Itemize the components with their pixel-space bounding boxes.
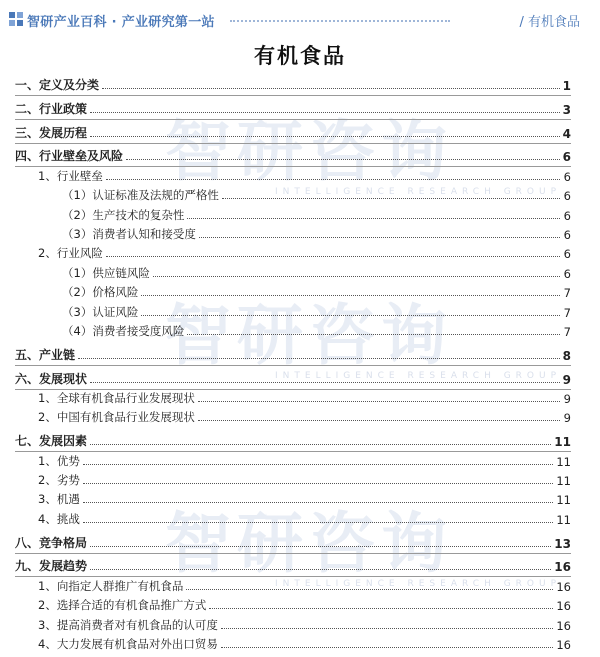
toc-entry[interactable] [15, 145, 571, 164]
toc-entry-label: 八、竞争格局 [15, 535, 88, 550]
toc-entry[interactable] [15, 532, 571, 551]
toc-leader-dots [199, 237, 560, 238]
toc-leader-dots [198, 401, 560, 402]
toc-entry-page: 11 [556, 512, 571, 527]
toc-entry-page: 7 [563, 286, 571, 301]
toc-leader-dots [141, 315, 560, 316]
toc-entry[interactable] [62, 223, 571, 242]
section-divider [15, 365, 571, 366]
toc-entry[interactable] [38, 488, 571, 507]
toc-entry-page: 7 [563, 305, 571, 320]
toc-leader-dots [141, 295, 560, 296]
toc-entry-label: 2、选择合适的有机食品推广方式 [38, 598, 207, 613]
toc-leader-dots [90, 112, 560, 113]
toc-leader-dots [90, 546, 551, 547]
brand-logo-icon [8, 11, 24, 27]
toc-leader-dots [90, 382, 560, 383]
toc-entry[interactable] [38, 633, 571, 652]
toc-entry-page: 4 [562, 126, 571, 141]
toc-entry[interactable] [38, 614, 571, 633]
toc-entry-page: 16 [556, 618, 571, 633]
toc-entry[interactable] [62, 204, 571, 223]
section-divider [15, 143, 571, 144]
toc-entry[interactable] [15, 368, 571, 387]
toc-leader-dots [221, 628, 554, 629]
toc-entry-page: 11 [556, 493, 571, 508]
toc-entry-label: （2）价格风险 [62, 285, 139, 300]
header-divider [230, 20, 450, 22]
toc-entry-page: 6 [563, 169, 571, 184]
toc-leader-dots [187, 218, 560, 219]
toc-entry[interactable] [62, 281, 571, 300]
toc-leader-dots [83, 483, 554, 484]
toc-entry-label: 1、行业壁垒 [38, 168, 103, 183]
toc-entry-page: 11 [554, 435, 571, 450]
toc-leader-dots [102, 88, 560, 89]
toc-entry-page: 6 [563, 189, 571, 204]
section-divider [15, 119, 571, 120]
watermark-subtext: INTELLIGENCE RESEARCH GROUP [275, 371, 562, 381]
toc-entry-label: 六、发展现状 [15, 371, 88, 386]
toc-entry-label: 一、定义及分类 [15, 78, 100, 92]
toc-leader-dots [83, 464, 554, 465]
toc-entry-page: 11 [556, 454, 571, 469]
toc-entry-page: 9 [562, 372, 571, 387]
toc-leader-dots [198, 420, 560, 421]
toc-leader-dots [90, 444, 551, 445]
toc-entry-page: 16 [556, 638, 571, 652]
toc-entry[interactable] [38, 450, 571, 469]
toc-leader-dots [221, 647, 554, 648]
toc-leader-dots [209, 608, 553, 609]
toc-entry-label: 4、挑战 [38, 511, 80, 526]
toc-entry-page: 8 [562, 348, 571, 363]
toc-entry-page: 7 [563, 325, 571, 339]
watermark-subtext: INTELLIGENCE RESEARCH GROUP [275, 187, 562, 197]
toc-entry-page: 3 [562, 102, 571, 117]
toc-entry-page: 9 [563, 411, 571, 426]
toc-entry[interactable] [38, 469, 571, 488]
toc-entry-label: 2、中国有机食品行业发展现状 [38, 410, 195, 425]
toc-entry-page: 16 [554, 560, 571, 575]
toc-entry-label: 3、提高消费者对有机食品的认可度 [38, 617, 218, 632]
toc-entry-label: 1、全球有机食品行业发展现状 [38, 391, 195, 405]
toc-entry-page: 9 [563, 392, 571, 406]
toc-entry-label: 2、劣势 [38, 473, 80, 487]
toc-entry-page: 6 [563, 228, 571, 242]
section-divider [15, 553, 571, 554]
toc-leader-dots [222, 198, 560, 199]
toc-leader-dots [106, 256, 560, 257]
toc-entry-page: 13 [554, 536, 571, 551]
watermark-subtext: INTELLIGENCE RESEARCH GROUP [275, 579, 562, 589]
toc-entry[interactable] [62, 262, 571, 281]
toc-entry-page: 6 [563, 266, 571, 281]
toc-entry-label: 1、优势 [38, 453, 80, 468]
toc-leader-dots [106, 179, 560, 180]
toc-leader-dots [90, 136, 560, 137]
toc-leader-dots [83, 502, 554, 503]
toc-leader-dots [153, 276, 560, 277]
section-divider [15, 95, 571, 96]
toc-entry[interactable] [38, 575, 571, 594]
toc-entry-label: 五、产业链 [15, 347, 76, 362]
toc-entry[interactable] [38, 387, 571, 406]
toc-entry[interactable] [15, 122, 571, 141]
watermark-text: 智研咨询 [165, 505, 453, 582]
toc-entry-label: （3）消费者认知和接受度 [62, 227, 196, 241]
toc-entry-label: 四、行业壁垒及风险 [15, 149, 124, 164]
toc-entry-label: （1）认证标准及法规的严格性 [62, 188, 219, 203]
toc-entry[interactable] [62, 301, 571, 320]
brand-name: 智研产业百科 · 产业研究第一站 [27, 15, 215, 30]
toc-entry[interactable] [62, 184, 571, 203]
toc-entry-label: 七、发展因素 [15, 434, 88, 449]
toc-entry-label: （2）生产技术的复杂性 [62, 207, 185, 222]
toc-entry[interactable] [15, 98, 571, 117]
toc-entry[interactable] [15, 555, 571, 574]
toc-entry[interactable] [38, 242, 571, 261]
watermark-text: 智研咨询 [165, 113, 453, 190]
section-tag: / 有机食品 [519, 15, 580, 30]
toc-entry[interactable] [38, 406, 571, 425]
toc-entry-label: 三、发展历程 [15, 125, 88, 140]
toc-entry-label: 3、机遇 [38, 492, 80, 507]
toc-entry-page: 16 [556, 579, 571, 594]
toc-entry-label: 1、向指定人群推广有机食品 [38, 578, 184, 593]
toc-entry[interactable] [15, 344, 571, 363]
toc-entry-page: 16 [556, 599, 571, 614]
toc-leader-dots [90, 569, 551, 570]
toc-entry-page: 6 [563, 208, 571, 223]
toc-entry[interactable] [15, 74, 571, 93]
toc-leader-dots [187, 334, 560, 335]
toc-entry[interactable] [62, 320, 571, 339]
toc-entry-label: 2、行业风险 [38, 246, 103, 261]
toc-entry-label: （4）消费者接受度风险 [62, 324, 185, 338]
page-title: 有机食品 [254, 44, 346, 68]
toc-leader-dots [83, 522, 554, 523]
toc-entry-page: 11 [556, 474, 571, 488]
toc-leader-dots [126, 159, 560, 160]
toc-entry-label: 二、行业政策 [15, 101, 88, 116]
toc-leader-dots [186, 589, 553, 590]
toc-entry-label: （1）供应链风险 [62, 265, 150, 280]
page-header [0, 0, 600, 34]
toc-entry-page: 6 [562, 150, 571, 165]
toc-entry-label: 4、大力发展有机食品对外出口贸易 [38, 637, 218, 651]
toc-entry-page: 6 [563, 247, 571, 262]
toc-entry-label: （3）认证风险 [62, 304, 139, 319]
toc-entry[interactable] [15, 430, 571, 449]
toc-entry[interactable] [38, 165, 571, 184]
toc-entry[interactable] [38, 594, 571, 613]
watermark-text: 智研咨询 [165, 297, 453, 374]
toc-leader-dots [78, 358, 560, 359]
toc-entry-label: 九、发展趋势 [15, 559, 88, 574]
toc-entry-page: 1 [562, 79, 571, 93]
toc-entry[interactable] [38, 508, 571, 527]
